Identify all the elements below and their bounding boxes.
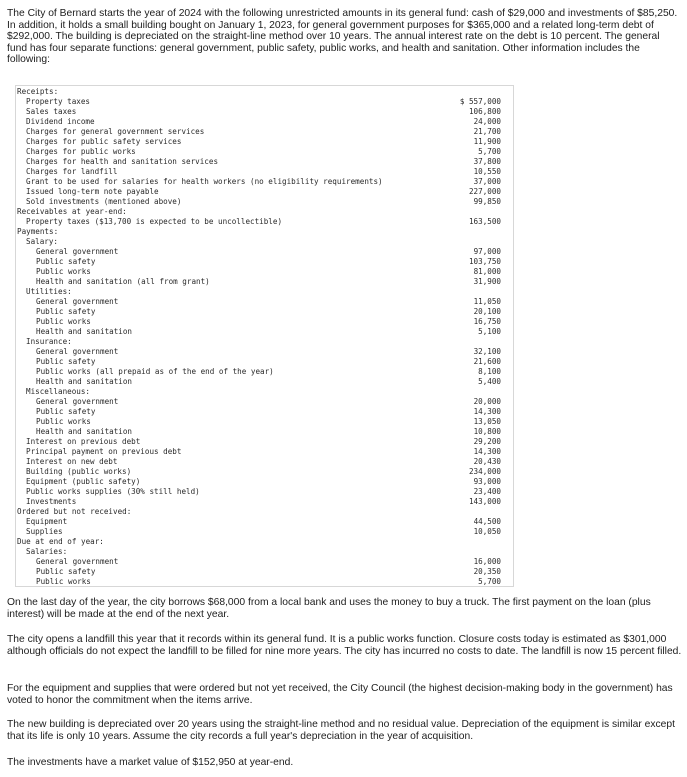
row-label: Salary: [26, 237, 59, 246]
row-amount: 16,750 [473, 317, 501, 326]
row-label: Public safety [36, 407, 96, 416]
row-amount: 5,400 [478, 377, 501, 386]
table-row [16, 367, 511, 377]
table-row [16, 467, 511, 477]
row-amount: 10,550 [473, 167, 501, 176]
row-amount: 20,350 [473, 567, 501, 576]
row-label: Public safety [36, 257, 96, 266]
table-row [16, 207, 511, 217]
table-row [16, 247, 511, 257]
row-amount: 37,800 [473, 157, 501, 166]
row-label: Charges for general government services [26, 127, 205, 136]
row-label: General government [36, 247, 119, 256]
row-amount: 16,000 [473, 557, 501, 566]
row-label: Supplies [26, 527, 63, 536]
table-row [16, 297, 511, 307]
table-row [16, 347, 511, 357]
row-label: Miscellaneous: [26, 387, 91, 396]
table-row [16, 517, 511, 527]
row-amount: 81,000 [473, 267, 501, 276]
table-row [16, 107, 511, 117]
row-label: Salaries: [26, 547, 68, 556]
row-label: Equipment (public safety) [26, 477, 141, 486]
row-label: Property taxes ($13,700 is expected to be uncollectible) [26, 217, 283, 226]
table-row [16, 307, 511, 317]
table-row [16, 127, 511, 137]
row-label: Sales taxes [26, 107, 77, 116]
table-row [16, 457, 511, 467]
table-row [16, 337, 511, 347]
table-row [16, 567, 511, 577]
row-label: Issued long-term note payable [26, 187, 159, 196]
table-row [16, 327, 511, 337]
row-label: Property taxes [26, 97, 91, 106]
row-label: General government [36, 297, 119, 306]
row-amount: 106,800 [468, 107, 501, 116]
table-row [16, 217, 511, 227]
row-label: Receipts: [17, 87, 59, 96]
row-label: Equipment [26, 517, 68, 526]
row-amount: 234,000 [468, 467, 501, 476]
row-amount: 5,100 [478, 327, 501, 336]
table-row [16, 377, 511, 387]
row-amount: 93,000 [473, 477, 501, 486]
row-label: General government [36, 397, 119, 406]
row-label: Public safety [36, 567, 96, 576]
table-row [16, 527, 511, 537]
row-amount: 37,000 [473, 177, 501, 186]
row-label: Utilities: [26, 287, 72, 296]
table-row [16, 137, 511, 147]
row-label: Public safety [36, 357, 96, 366]
table-row [16, 507, 511, 517]
row-amount: 13,050 [473, 417, 501, 426]
table-row [16, 267, 511, 277]
table-row [16, 277, 511, 287]
table-row [16, 387, 511, 397]
table-row [16, 437, 511, 447]
row-label: Ordered but not received: [17, 507, 132, 516]
row-label: Interest on previous debt [26, 437, 141, 446]
row-amount: 24,000 [473, 117, 501, 126]
row-amount: 14,300 [473, 407, 501, 416]
row-label: Payments: [17, 227, 59, 236]
row-amount: 11,050 [473, 297, 501, 306]
table-row [16, 357, 511, 367]
table-row [16, 167, 511, 177]
row-amount: 23,400 [473, 487, 501, 496]
truck-loan-paragraph: On the last day of the year, the city borrows $68,000 from a local bank and uses the money to buy a truck. The first payment on the loan (plus interest) will be made at the end of the next year. [7, 597, 651, 620]
table-row [16, 497, 511, 507]
row-label: Charges for health and sanitation services [26, 157, 219, 166]
intro-paragraph: The City of Bernard starts the year of 2024 with the following unrestricted amounts in its general fund: cash of $29,000 and investments of $85,250. In addition, it holds a small building bought on January 1, 2023, for general government purposes for $365,000 and a related long-term debt of $292,000. The building is depreciated on the straight-line method over 10 years. The annual interest rate on the debt is 10 percent. The general fund has four separate functions: general government, public safety, public works, and health and sanitation. Other information includes the following: [7, 8, 678, 66]
row-amount: 44,500 [473, 517, 501, 526]
row-amount: $ 557,000 [459, 97, 501, 106]
row-amount: 20,000 [473, 397, 501, 406]
row-amount: 8,100 [478, 367, 501, 376]
row-label: Building (public works) [26, 467, 132, 476]
row-amount: 163,500 [468, 217, 501, 226]
table-row [16, 147, 511, 157]
table-row [16, 237, 511, 247]
table-row [16, 197, 511, 207]
table-row [16, 177, 511, 187]
row-amount: 103,750 [468, 257, 501, 266]
table-row [16, 117, 511, 127]
row-label: Receivables at year-end: [17, 207, 127, 216]
row-label: Interest on new debt [26, 457, 118, 466]
table-row [16, 397, 511, 407]
row-amount: 29,200 [473, 437, 501, 446]
row-label: Dividend income [26, 117, 95, 126]
row-label: Charges for public safety services [26, 137, 182, 146]
table-row [16, 417, 511, 427]
row-label: Health and sanitation [36, 377, 133, 386]
row-label: Health and sanitation [36, 427, 133, 436]
row-label: Public works [36, 417, 91, 426]
depreciation-paragraph: The new building is depreciated over 20 years using the straight-line method and no residual value. Depreciation of the equipment is similar except that its life is only 10 years. Assume the city records a full year's depreciation in the year of acquisition. [7, 719, 675, 742]
row-amount: 10,800 [473, 427, 501, 436]
row-label: Public works [36, 317, 91, 326]
row-label: Public safety [36, 307, 96, 316]
row-amount: 32,100 [473, 347, 501, 356]
row-amount: 20,100 [473, 307, 501, 316]
row-amount: 5,700 [478, 577, 501, 586]
row-label: Public works [36, 577, 91, 586]
table-row [16, 257, 511, 267]
table-row [16, 537, 511, 547]
landfill-paragraph: The city opens a landfill this year that it records within its general fund. It is a public works function. Closure costs today is estimated as $301,000 although officials do not expect the landfill to be filled for nine more years. The city has incurred no costs to date. The landfill is now 15 percent filled. [7, 634, 682, 657]
financial-data-table [15, 85, 514, 587]
table-row [16, 557, 511, 567]
row-label: Due at end of year: [17, 537, 104, 546]
row-amount: 97,000 [473, 247, 501, 256]
table-row [16, 547, 511, 557]
table-row [16, 287, 511, 297]
commitment-paragraph: For the equipment and supplies that were ordered but not yet received, the City Council (the highest decision-making body in the government) has voted to honor the commitment when the items arrive. [7, 683, 673, 706]
table-row [16, 317, 511, 327]
row-label: Principal payment on previous debt [26, 447, 182, 456]
table-row [16, 477, 511, 487]
row-amount: 11,900 [473, 137, 501, 146]
table-row [16, 487, 511, 497]
row-label: Sold investments (mentioned above) [26, 197, 182, 206]
row-label: Charges for public works [26, 147, 136, 156]
row-amount: 99,850 [473, 197, 501, 206]
row-label: Public works [36, 267, 91, 276]
row-label: General government [36, 347, 119, 356]
row-amount: 21,600 [473, 357, 501, 366]
row-amount: 31,900 [473, 277, 501, 286]
row-label: Public works (all prepaid as of the end of the year) [36, 367, 274, 376]
table-row [16, 87, 511, 97]
row-label: Health and sanitation [36, 327, 133, 336]
row-label: Grant to be used for salaries for health workers (no eligibility requirements) [26, 177, 383, 186]
investments-paragraph: The investments have a market value of $152,950 at year-end. [7, 757, 294, 768]
row-amount: 21,700 [473, 127, 501, 136]
table-row [16, 407, 511, 417]
row-label: Charges for landfill [26, 167, 118, 176]
row-label: Public works supplies (30% still held) [26, 487, 200, 496]
table-row [16, 157, 511, 167]
row-amount: 5,700 [478, 147, 501, 156]
table-row [16, 577, 511, 587]
table-row [16, 97, 511, 107]
row-label: General government [36, 557, 119, 566]
table-row [16, 427, 511, 437]
row-amount: 20,430 [473, 457, 501, 466]
row-label: Insurance: [26, 337, 72, 346]
row-amount: 227,000 [468, 187, 501, 196]
row-amount: 14,300 [473, 447, 501, 456]
row-label: Investments [26, 497, 77, 506]
row-amount: 143,000 [468, 497, 501, 506]
table-row [16, 447, 511, 457]
table-row [16, 187, 511, 197]
row-label: Health and sanitation (all from grant) [36, 277, 210, 286]
table-row [16, 227, 511, 237]
row-amount: 10,050 [473, 527, 501, 536]
